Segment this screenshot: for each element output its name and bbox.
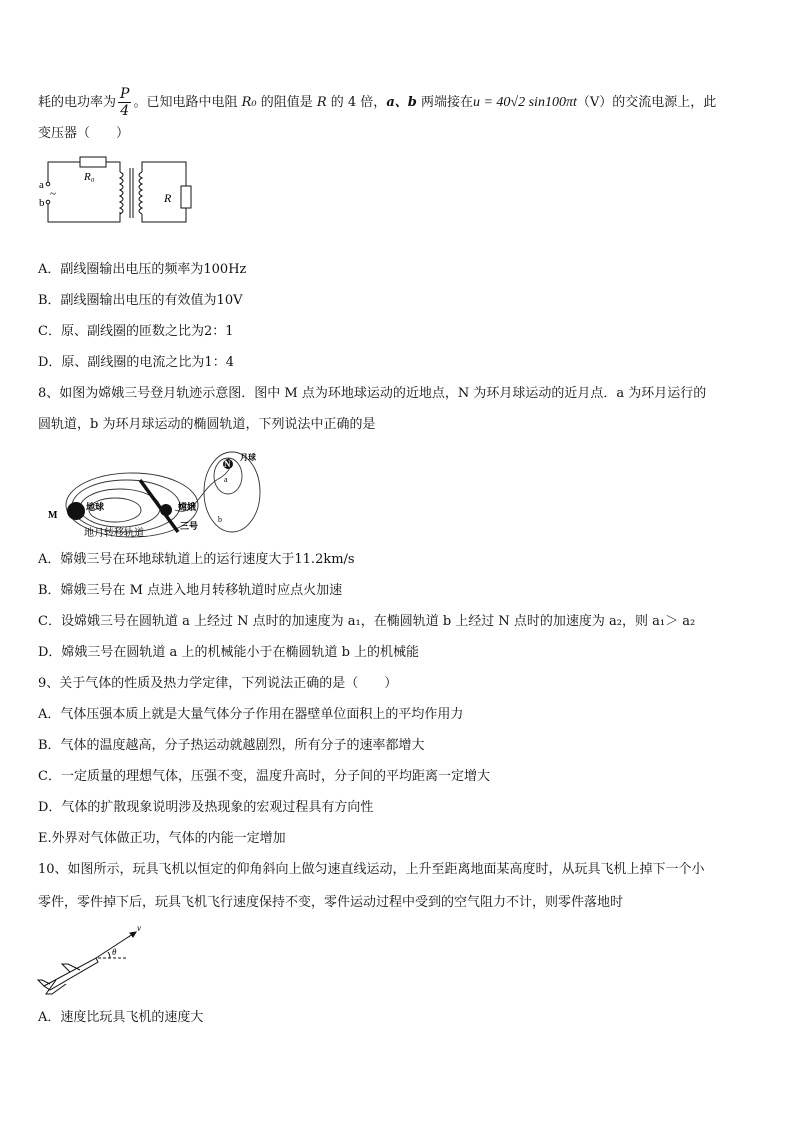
q8-stem-line-1: 8、如图为嫦娥三号登月轨迹示意图．图中 M 点为环地球运动的近地点，N 为环月球运动的近月点．a 为环月运行的 (38, 386, 707, 401)
q7-option-b: B．副线圈输出电压的有效值为10V (38, 293, 243, 308)
label-v: v (137, 923, 141, 933)
ac-source-symbol: ~ (50, 188, 56, 200)
q7-text: 的阻值是 (256, 95, 317, 110)
toy-airplane-diagram (36, 922, 156, 998)
label-a: a (39, 179, 44, 191)
terminals-label: a、b (386, 95, 417, 110)
primary-coil (120, 172, 123, 214)
q8-option-a: A．嫦娥三号在环地球轨道上的运行速度大于11.2km/s (38, 552, 355, 567)
q7-text: （V）的交流电源上，此 (576, 95, 717, 110)
q10-option-a: A．速度比玩具飞机的速度大 (38, 1010, 204, 1025)
label-b: b (39, 197, 45, 209)
resistor-r0-label: R₀ (241, 95, 257, 110)
label-n: N (224, 459, 231, 469)
q7-option-a: A．副线圈输出电压的频率为100Hz (38, 262, 247, 277)
resistor-r0 (80, 157, 106, 167)
q8-stem-line-2: 圆轨道，b 为环月球运动的椭圆轨道，下列说法中正确的是 (38, 417, 376, 432)
q9-option-c: C．一定质量的理想气体，压强不变，温度升高时，分子间的平均距离一定增大 (38, 769, 490, 784)
q7-text: 耗的电功率为 (38, 95, 117, 110)
q9-option-b: B．气体的温度越高，分子热运动就越剧烈，所有分子的速率都增大 (38, 738, 425, 753)
secondary-coil (139, 172, 142, 214)
resistor-r (181, 186, 191, 208)
label-orbit-a: a (224, 475, 228, 484)
q8-option-b: B．嫦娥三号在 M 点进入地月转移轨道时应点火加速 (38, 583, 343, 598)
spacecraft-solar-panel (140, 480, 178, 532)
q7-stem-line-1 (38, 86, 764, 119)
label-theta: θ (112, 947, 117, 957)
resistor-r-label: R (316, 95, 327, 110)
q7-text: 的 4 倍， (326, 95, 387, 110)
q9-option-a: A．气体压强本质上就是大量气体分子作用在器壁单位面积上的平均作用力 (38, 707, 464, 722)
voltage-formula: u = 40√2 sin100πt (472, 95, 577, 110)
terminal-b (46, 200, 50, 204)
q10-stem-line-2: 零件，零件掉下后，玩具飞机飞行速度保持不变，零件运动过程中受到的空气阻力不计，则零件落地时 (38, 895, 624, 910)
terminal-a (46, 182, 50, 186)
q7-option-d: D．原、副线圈的电流之比为1：4 (38, 355, 234, 370)
spacecraft-icon (160, 504, 172, 516)
q7-option-c: C．原、副线圈的匝数之比为2：1 (38, 324, 234, 339)
label-spacecraft-2: 三号 (180, 521, 199, 531)
q8-option-d: D．嫦娥三号在圆轨道 a 上的机械能小于在椭圆轨道 b 上的机械能 (38, 645, 420, 660)
fraction-p-over-4 (118, 86, 131, 119)
q7-text: 。已知电路中电阻 (133, 95, 242, 110)
q9-stem: 9、关于气体的性质及热力学定律，下列说法正确的是（ ） (38, 676, 398, 691)
transformer-circuit-diagram (38, 152, 198, 234)
chang-e-3-trajectory-diagram (40, 448, 280, 544)
q8-option-c: C．设嫦娥三号在圆轨道 a 上经过 N 点时的加速度为 a₁，在椭圆轨道 b 上经过 N 点时的加速度为 a₂，则 a₁＞ a₂ (38, 614, 696, 629)
label-orbit-b: b (218, 515, 222, 524)
label-earth: 地球 (86, 502, 105, 512)
label-m: M (48, 510, 58, 521)
fraction-denominator: 4 (120, 103, 130, 119)
q9-option-d: D．气体的扩散现象说明涉及热现象的宏观过程具有方向性 (38, 800, 374, 815)
q10-stem-line-1: 10、如图所示，玩具飞机以恒定的仰角斜向上做匀速直线运动，上升至距离地面某高度时，从玩具飞机上掉下一个小 (38, 862, 705, 877)
label-spacecraft: 嫦娥 (178, 502, 197, 512)
label-transfer-orbit: 地月转移轨道 (84, 528, 144, 539)
label-r: R (164, 191, 172, 205)
label-moon: 月球 (240, 453, 256, 462)
fraction-numerator: P (120, 86, 130, 102)
earth-icon (67, 502, 85, 520)
q7-stem-line-2: 变压器（ ） (38, 126, 130, 141)
label-r0: R₀ (84, 171, 95, 183)
q7-text: 两端接在 (416, 95, 473, 110)
q9-option-e: E.外界对气体做正功，气体的内能一定增加 (38, 831, 286, 846)
